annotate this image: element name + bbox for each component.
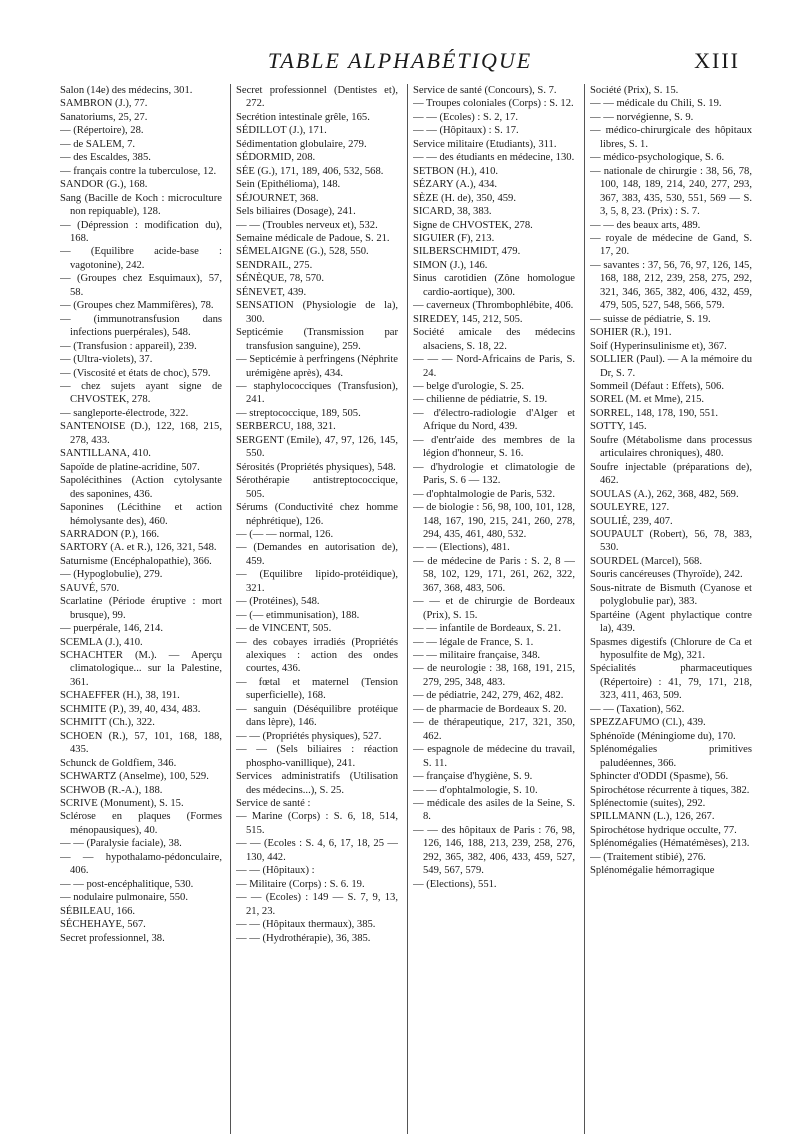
index-entry: Sérothérapie antistreptococcique, 505. bbox=[236, 475, 398, 500]
index-entry: Sérums (Conductivité chez homme néphrétique), 126. bbox=[236, 502, 398, 527]
index-entry: SÉDORMID, 208. bbox=[236, 152, 316, 164]
index-columns bbox=[60, 84, 750, 1134]
index-entry: — — (Ecoles) : 149 — S. 7, 9, 13, 21, 23. bbox=[236, 892, 398, 917]
index-entry: — — (Taxation), 562. bbox=[590, 703, 685, 715]
index-entry: — — d'ophtalmologie, S. 10. bbox=[413, 784, 538, 796]
index-entry: — français contre la tuberculose, 12. bbox=[60, 165, 217, 177]
index-entry: Sphincter d'ODDI (Spasme), 56. bbox=[590, 771, 729, 783]
index-entry: SIMON (J.), 146. bbox=[413, 259, 488, 271]
index-entry: — — des hôpitaux de Paris : 76, 98, 126, 146, 188, 213, 239, 258, 276, 292, 365, 382, 406, 433, 459, 527, 549, 567, 579. bbox=[413, 824, 575, 877]
index-entry: Spirochétose hydrique occulte, 77. bbox=[590, 824, 737, 836]
page-number: XIII bbox=[694, 48, 740, 73]
index-entry: — de neurologie : 38, 168, 191, 215, 279, 295, 348, 483. bbox=[413, 663, 575, 688]
column-divider bbox=[230, 84, 231, 1134]
index-entry: SÉE (G.), 171, 189, 406, 532, 568. bbox=[236, 165, 384, 177]
index-entry: — savantes : 37, 56, 76, 97, 126, 145, 168, 188, 212, 239, 258, 275, 292, 321, 346, 365, 382, 406, 432, 459, 479, 505, 527, 548, 566, 579. bbox=[590, 259, 752, 312]
index-entry: — nodulaire pulmonaire, 550. bbox=[60, 892, 188, 904]
index-entry: — sangleporte-électrode, 322. bbox=[60, 407, 189, 419]
index-entry: SARRADON (P.), 166. bbox=[60, 528, 160, 540]
index-entry: SCHWOB (R.-A.), 188. bbox=[60, 784, 163, 796]
index-entry: — fœtal et maternel (Tension superficielle), 168. bbox=[236, 676, 398, 702]
index-entry: — d'électro-radiologie d'Alger et Afrique du Nord, 439. bbox=[413, 407, 575, 433]
index-entry: Secrétion intestinale grêle, 165. bbox=[236, 111, 370, 123]
index-entry: Spasmes digestifs (Chlorure de Ca et hyposulfite de Mg), 321. bbox=[590, 636, 752, 662]
index-entry: — de pharmacie de Bordeaux S. 20. bbox=[413, 703, 567, 715]
index-entry: Sapoïde de platine-acridine, 507. bbox=[60, 461, 200, 473]
index-entry: — des cobayes irradiés (Propriétés alexiques : action des ondes courtes, 436. bbox=[236, 636, 398, 675]
index-entry: SOHIER (R.), 191. bbox=[590, 327, 672, 339]
index-entry: — des Escaldes, 385. bbox=[60, 152, 151, 164]
index-entry: Splénomégalies primitives paludéennes, 366. bbox=[590, 744, 752, 769]
index-entry: — (Hypoglobulie), 279. bbox=[60, 569, 163, 581]
index-entry: — — médicale du Chili, S. 19. bbox=[590, 98, 722, 110]
index-entry: Sapolécithines (Action cytolysante des saponines, 436. bbox=[60, 475, 222, 500]
index-entry: — — militaire française, 348. bbox=[413, 650, 541, 662]
index-entry: — (Répertoire), 28. bbox=[60, 125, 144, 137]
index-entry: — — légale de France, S. 1. bbox=[413, 636, 534, 648]
index-entry: SANTENOISE (D.), 122, 168, 215, 278, 433. bbox=[60, 421, 222, 446]
index-entry: SCHAEFFER (H.), 38, 191. bbox=[60, 690, 180, 702]
index-entry: SÉBILEAU, 166. bbox=[60, 905, 136, 917]
index-entry: — — (Hydrothérapie), 36, 385. bbox=[236, 932, 371, 944]
index-entry: — streptococcique, 189, 505. bbox=[236, 407, 361, 419]
index-entry: — (Demandes en autorisation de), 459. bbox=[236, 542, 398, 567]
index-entry: Société (Prix), S. 15. bbox=[590, 85, 679, 96]
index-entry: SPEZZAFUMO (Cl.), 439. bbox=[590, 717, 706, 729]
index-entry: Service militaire (Etudiants), 311. bbox=[413, 138, 557, 150]
index-entry: Spartéine (Agent phylactique contre la), 439. bbox=[590, 609, 752, 635]
index-entry: Sclérose en plaques (Formes ménopausiques), 40. bbox=[60, 811, 222, 836]
index-entry: — d'entr'aide des membres de la légion d'honneur, S. 16. bbox=[413, 434, 575, 460]
index-entry: Scarlatine (Période éruptive : mort brusque), 99. bbox=[60, 596, 222, 621]
index-entry: SCHOEN (R.), 57, 101, 168, 188, 435. bbox=[60, 730, 222, 756]
index-entry: — médicale des asiles de la Seine, S. 8. bbox=[413, 798, 575, 823]
index-entry: Salon (14e) des médecins, 301. bbox=[60, 85, 193, 96]
index-entry: SIGUIER (F), 213. bbox=[413, 232, 495, 244]
index-entry: Sels biliaires (Dosage), 241. bbox=[236, 206, 356, 218]
index-entry: Secret professionnel, 38. bbox=[60, 932, 165, 944]
index-entry: SÉNEVET, 439. bbox=[236, 286, 307, 298]
index-entry: — — (Propriétés physiques), 527. bbox=[236, 730, 382, 742]
index-entry: SOUPAULT (Robert), 56, 78, 383, 530. bbox=[590, 528, 752, 554]
index-entry: — de biologie : 56, 98, 100, 101, 128, 148, 167, 190, 215, 241, 260, 278, 294, 435, 461, 480, 532. bbox=[413, 502, 575, 540]
index-entry: SANTILLANA, 410. bbox=[60, 448, 151, 460]
index-entry: — d'hydrologie et climatologie de Paris, S. 6 — 132. bbox=[413, 461, 575, 487]
index-entry: SÉCHEHAYE, 567. bbox=[60, 919, 146, 931]
index-entry: Service de santé (Concours), S. 7. bbox=[413, 85, 557, 96]
index-entry: — — des étudiants en médecine, 130. bbox=[413, 152, 575, 164]
index-entry: SOULEYRE, 127. bbox=[590, 502, 670, 514]
index-entry: — — (Sels biliaires : réaction phospho-vanillique), 241. bbox=[236, 744, 398, 769]
index-entry: — Septicémie à perfringens (Néphrite urémigène après), 434. bbox=[236, 354, 398, 379]
index-entry: — staphylococciques (Transfusion), 241. bbox=[236, 380, 398, 406]
index-entry: Services administratifs (Utilisation des médecins...), S. 25. bbox=[236, 771, 398, 796]
index-entry: SERGENT (Emile), 47, 97, 126, 145, 550. bbox=[236, 434, 398, 460]
index-entry: Soif (Hyperinsulinisme et), 367. bbox=[590, 340, 727, 352]
index-column-3 bbox=[413, 84, 575, 1134]
index-entry: — (Groupes chez Esquimaux), 57, 58. bbox=[60, 273, 222, 298]
index-entry: Sommeil (Défaut : Effets), 506. bbox=[590, 380, 724, 392]
index-entry: Splénomégalies (Hématémèses), 213. bbox=[590, 838, 750, 850]
index-entry: — (— etimmunisation), 188. bbox=[236, 609, 360, 621]
index-entry: Semaine médicale de Padoue, S. 21. bbox=[236, 232, 390, 244]
index-entry: Splénectomie (suites), 292. bbox=[590, 798, 706, 810]
index-entry: — — (Elections), 481. bbox=[413, 542, 510, 554]
index-entry: SCHACHTER (M.). — Aperçu climatologique... sur la Palestine, 361. bbox=[60, 650, 222, 688]
index-entry: — de VINCENT, 505. bbox=[236, 623, 332, 635]
index-entry: — espagnole de médecine du travail, S. 11. bbox=[413, 744, 575, 769]
index-entry: — (Ultra-violets), 37. bbox=[60, 354, 153, 366]
index-entry: Spécialités pharmaceutiques (Répertoire) : 41, 79, 171, 218, 323, 411, 463, 509. bbox=[590, 663, 752, 702]
index-entry: Sang (Bacille de Koch : microculture non repiquable), 128. bbox=[60, 192, 222, 218]
index-entry: SÈZE (H. de), 350, 459. bbox=[413, 192, 516, 204]
index-entry: Service de santé : bbox=[236, 798, 311, 810]
index-entry: — (Protéines), 548. bbox=[236, 596, 320, 608]
index-entry: — de SALEM, 7. bbox=[60, 138, 136, 150]
index-entry: — — post-encéphalitique, 530. bbox=[60, 878, 194, 890]
index-entry: — belge d'urologie, S. 25. bbox=[413, 380, 525, 392]
index-entry: — (Dépression : modification du), 168. bbox=[60, 219, 222, 244]
index-entry: SÉDILLOT (J.), 171. bbox=[236, 125, 327, 137]
page-header bbox=[60, 48, 740, 78]
index-entry: SAMBRON (J.), 77. bbox=[60, 98, 148, 110]
index-entry: SOLLIER (Paul). — A la mémoire du Dr, S. 7. bbox=[590, 354, 752, 379]
index-entry: — (Viscosité et états de choc), 579. bbox=[60, 367, 211, 379]
index-entry: — — (Hôpitaux thermaux), 385. bbox=[236, 919, 376, 931]
index-entry: — médico-chirurgicale des hôpitaux libres, S. 1. bbox=[590, 125, 752, 150]
index-entry: — (Traitement stibié), 276. bbox=[590, 851, 706, 863]
index-entry: — Troupes coloniales (Corps) : S. 12. bbox=[413, 98, 574, 110]
index-entry: — (Groupes chez Mammifères), 78. bbox=[60, 300, 214, 312]
index-entry: — — (Paralysie faciale), 38. bbox=[60, 838, 182, 850]
index-entry: — — — Nord-Africains de Paris, S. 24. bbox=[413, 354, 575, 379]
index-entry: — (Equilibre acide-base : vagotonine), 242. bbox=[60, 246, 222, 271]
index-entry: SCHMITT (Ch.), 322. bbox=[60, 717, 155, 729]
index-entry: Sphénoïde (Méningiome du), 170. bbox=[590, 730, 736, 742]
index-entry: SANDOR (G.), 168. bbox=[60, 179, 148, 191]
index-entry: Sanatoriums, 25, 27. bbox=[60, 111, 148, 123]
page-title: TABLE ALPHABÉTIQUE bbox=[267, 48, 533, 73]
index-entry: Secret professionnel (Dentistes et), 272. bbox=[236, 85, 398, 110]
index-entry: — française d'hygiène, S. 9. bbox=[413, 771, 533, 783]
index-entry: SETBON (H.), 410. bbox=[413, 165, 499, 177]
index-entry: — chez sujets ayant signe de CHVOSTEK, 278. bbox=[60, 380, 222, 406]
index-entry: — (Transfusion : appareil), 239. bbox=[60, 340, 197, 352]
index-entry: SOTTY, 145. bbox=[590, 421, 647, 433]
index-entry: — nationale de chirurgie : 38, 56, 78, 100, 148, 189, 214, 240, 277, 293, 367, 383, 435, 530, 551, 569 — S. 3, 5, 8, 23. (Prix) : S. 7. bbox=[590, 165, 752, 218]
index-entry: Spirochétose récurrente à tiques, 382. bbox=[590, 784, 750, 796]
index-entry: — — et de chirurgie de Bordeaux (Prix), S. 15. bbox=[413, 596, 575, 621]
index-entry: SÉZARY (A.), 434. bbox=[413, 179, 498, 191]
index-entry: SIREDEY, 145, 212, 505. bbox=[413, 313, 523, 325]
index-entry: — de pédiatrie, 242, 279, 462, 482. bbox=[413, 690, 564, 702]
index-entry: Saturnisme (Encéphalopathie), 366. bbox=[60, 555, 212, 567]
index-entry: SERBERCU, 188, 321. bbox=[236, 421, 336, 433]
index-entry: SPILLMANN (L.), 126, 267. bbox=[590, 811, 715, 823]
index-entry: — Militaire (Corps) : S. 6. 19. bbox=[236, 878, 365, 890]
column-divider bbox=[407, 84, 408, 1134]
index-entry: SOURDEL (Marcel), 568. bbox=[590, 555, 702, 567]
index-entry: SOREL (M. et Mme), 215. bbox=[590, 394, 705, 406]
index-entry: — — hypothalamo-pédonculaire, 406. bbox=[60, 851, 222, 877]
index-entry: Schunck de Goldfiem, 346. bbox=[60, 757, 177, 769]
index-entry: SORREL, 148, 178, 190, 551. bbox=[590, 407, 719, 419]
index-entry: SCEMLA (J.), 410. bbox=[60, 636, 143, 648]
index-entry: SÉNÈQUE, 78, 570. bbox=[236, 273, 324, 285]
index-entry: Souris cancéreuses (Thyroïde), 242. bbox=[590, 569, 743, 581]
index-entry: — — (Ecoles) : S. 2, 17. bbox=[413, 111, 519, 123]
index-entry: — — (Ecoles : S. 4, 6, 17, 18, 25 — 130, 442. bbox=[236, 838, 398, 863]
index-entry: Société amicale des médecins alsaciens, S. 18, 22. bbox=[413, 327, 575, 352]
index-entry: — de thérapeutique, 217, 321, 350, 462. bbox=[413, 717, 575, 742]
index-column-4 bbox=[590, 84, 752, 1134]
index-entry: Signe de CHVOSTEK, 278. bbox=[413, 219, 533, 231]
index-entry: SOULAS (A.), 262, 368, 482, 569. bbox=[590, 488, 739, 500]
index-entry: Sinus carotidien (Zône homologue cardio-aortique), 300. bbox=[413, 273, 575, 298]
index-entry: Soufre injectable (préparations de), 462. bbox=[590, 461, 752, 487]
index-entry: — (Equilibre lipido-protéidique), 321. bbox=[236, 569, 398, 594]
index-entry: SCRIVE (Monument), S. 15. bbox=[60, 798, 184, 810]
index-entry: — — (Troubles nerveux et), 532. bbox=[236, 219, 378, 231]
index-entry: SENDRAIL, 275. bbox=[236, 259, 313, 271]
column-divider bbox=[584, 84, 585, 1134]
index-entry: — — (Hôpitaux) : bbox=[236, 865, 315, 877]
index-entry: Sérosités (Propriétés physiques), 548. bbox=[236, 461, 396, 473]
index-entry: Sédimentation globulaire, 279. bbox=[236, 138, 367, 150]
index-entry: — puerpérale, 146, 214. bbox=[60, 623, 163, 635]
index-entry: SCHMITE (P.), 39, 40, 434, 483. bbox=[60, 703, 201, 715]
index-entry: — chilienne de pédiatrie, S. 19. bbox=[413, 394, 548, 406]
index-entry: — de médecine de Paris : S. 2, 8 — 58, 102, 129, 171, 261, 262, 322, 367, 368, 483, 506. bbox=[413, 555, 575, 594]
index-entry: — caverneux (Thrombophlébite, 406. bbox=[413, 300, 574, 312]
index-entry: — (immunotransfusion dans infections puerpérales), 548. bbox=[60, 313, 222, 339]
index-entry: Sein (Epithélioma), 148. bbox=[236, 179, 341, 191]
index-entry: — sanguin (Déséquilibre protéique dans lèpre), 146. bbox=[236, 703, 398, 729]
index-entry: Soufre (Métabolisme dans processus articulaires chroniques), 480. bbox=[590, 434, 752, 460]
index-entry: — (Elections), 551. bbox=[413, 878, 497, 890]
index-entry: SÉMELAIGNE (G.), 528, 550. bbox=[236, 246, 369, 258]
index-entry: — Marine (Corps) : S. 6, 18, 514, 515. bbox=[236, 811, 398, 836]
index-entry: — — (Hôpitaux) : S. 17. bbox=[413, 125, 519, 137]
index-entry: SENSATION (Physiologie de la), 300. bbox=[236, 300, 398, 325]
index-entry: — d'ophtalmologie de Paris, 532. bbox=[413, 488, 555, 500]
index-entry: Sous-nitrate de Bismuth (Cyanose et polyglobulie par), 383. bbox=[590, 582, 752, 608]
index-entry: Septicémie (Transmission par transfusion sanguine), 259. bbox=[236, 327, 398, 352]
index-entry: SÉJOURNET, 368. bbox=[236, 192, 319, 204]
index-entry: — — des beaux arts, 489. bbox=[590, 219, 701, 231]
index-entry: — médico-psychologique, S. 6. bbox=[590, 152, 725, 164]
index-entry: SARTORY (A. et R.), 126, 321, 548. bbox=[60, 542, 217, 554]
index-entry: Saponines (Lécithine et action hémolysante des), 460. bbox=[60, 502, 222, 527]
index-entry: — royale de médecine de Gand, S. 17, 20. bbox=[590, 232, 752, 258]
index-entry: Splénomégalie hémorragique bbox=[590, 865, 715, 877]
index-entry: SILBERSCHMIDT, 479. bbox=[413, 246, 521, 258]
index-column-1 bbox=[60, 84, 222, 1134]
index-entry: — (— — normal, 126. bbox=[236, 528, 334, 540]
index-entry: SAUVÉ, 570. bbox=[60, 582, 120, 594]
index-column-2 bbox=[236, 84, 398, 1134]
index-entry: — suisse de pédiatrie, S. 19. bbox=[590, 313, 711, 325]
index-entry: — — norvégienne, S. 9. bbox=[590, 111, 694, 123]
index-entry: SICARD, 38, 383. bbox=[413, 206, 492, 218]
index-entry: — — infantile de Bordeaux, S. 21. bbox=[413, 623, 561, 635]
index-entry: SOULIÉ, 239, 407. bbox=[590, 515, 673, 527]
index-entry: SCHWARTZ (Anselme), 100, 529. bbox=[60, 771, 209, 783]
